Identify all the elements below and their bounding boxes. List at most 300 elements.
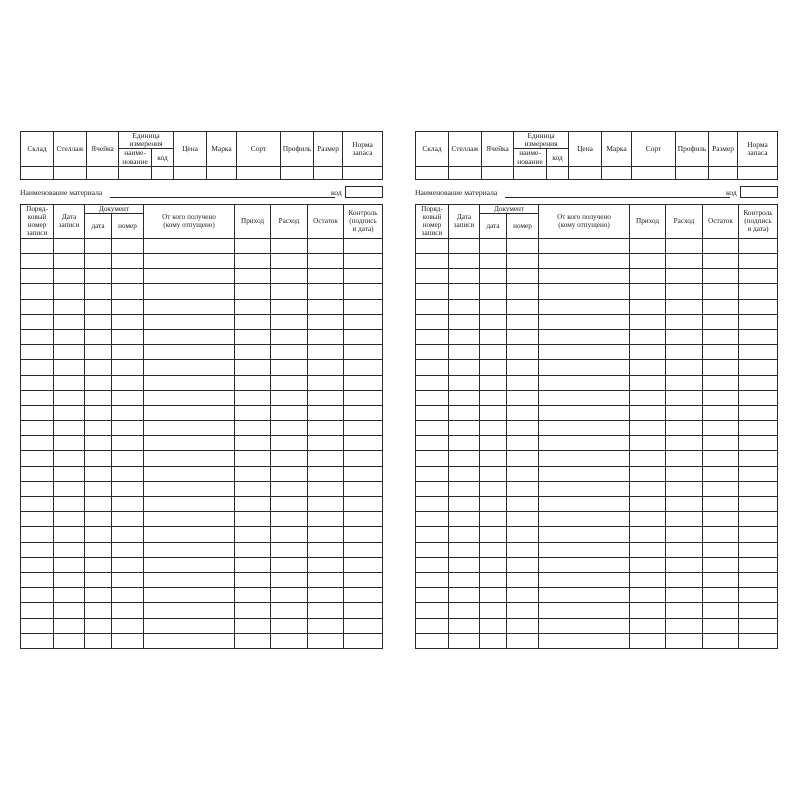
ledger-cell[interactable]: [85, 299, 112, 314]
ledger-cell[interactable]: [703, 512, 739, 527]
ledger-cell[interactable]: [666, 542, 703, 557]
ledger-cell[interactable]: [144, 390, 235, 405]
ledger-cell[interactable]: [507, 633, 539, 648]
ledger-cell[interactable]: [630, 603, 666, 618]
ledger-cell[interactable]: [344, 405, 383, 420]
ledger-cell[interactable]: [449, 284, 480, 299]
ledger-cell[interactable]: [480, 466, 507, 481]
ledger-cell[interactable]: [416, 527, 449, 542]
ledger-cell[interactable]: [416, 269, 449, 284]
ledger-cell[interactable]: [21, 269, 54, 284]
ledger-cell[interactable]: [85, 390, 112, 405]
ledger-cell[interactable]: [630, 421, 666, 436]
ledger-cell[interactable]: [507, 557, 539, 572]
ledger-cell[interactable]: [308, 466, 344, 481]
ledger-cell[interactable]: [703, 603, 739, 618]
ledger-cell[interactable]: [480, 345, 507, 360]
ledger-cell[interactable]: [271, 527, 308, 542]
ledger-cell[interactable]: [539, 254, 630, 269]
ledger-cell[interactable]: [235, 345, 271, 360]
ledger-cell[interactable]: [344, 436, 383, 451]
ledger-cell[interactable]: [271, 497, 308, 512]
ledger-cell[interactable]: [703, 299, 739, 314]
ledger-cell[interactable]: [144, 314, 235, 329]
ledger-cell[interactable]: [630, 345, 666, 360]
ledger-cell[interactable]: [308, 572, 344, 587]
ledger-cell[interactable]: [703, 618, 739, 633]
ledger-cell[interactable]: [739, 284, 778, 299]
ledger-cell[interactable]: [112, 269, 144, 284]
ledger-cell[interactable]: [344, 497, 383, 512]
ledger-cell[interactable]: [308, 436, 344, 451]
ledger-cell[interactable]: [449, 497, 480, 512]
ledger-cell[interactable]: [630, 557, 666, 572]
ledger-cell[interactable]: [449, 557, 480, 572]
ledger-cell[interactable]: [21, 572, 54, 587]
ledger-cell[interactable]: [112, 345, 144, 360]
ledger-cell[interactable]: [54, 254, 85, 269]
ledger-cell[interactable]: [630, 481, 666, 496]
ledger-cell[interactable]: [144, 299, 235, 314]
ledger-cell[interactable]: [449, 345, 480, 360]
ledger-cell[interactable]: [666, 375, 703, 390]
ledger-cell[interactable]: [144, 421, 235, 436]
ledger-cell[interactable]: [739, 299, 778, 314]
ledger-cell[interactable]: [416, 512, 449, 527]
material-name-field[interactable]: [505, 197, 730, 198]
ledger-cell[interactable]: [630, 436, 666, 451]
ledger-cell[interactable]: [271, 633, 308, 648]
ledger-cell[interactable]: [235, 360, 271, 375]
ledger-cell[interactable]: [416, 238, 449, 253]
ledger-cell[interactable]: [666, 603, 703, 618]
ledger-cell[interactable]: [271, 405, 308, 420]
ledger-cell[interactable]: [112, 603, 144, 618]
ledger-cell[interactable]: [703, 375, 739, 390]
ledger-cell[interactable]: [85, 329, 112, 344]
ledger-cell[interactable]: [144, 345, 235, 360]
stellazh-cell[interactable]: [449, 166, 482, 179]
ledger-cell[interactable]: [54, 390, 85, 405]
ledger-cell[interactable]: [54, 299, 85, 314]
ledger-cell[interactable]: [112, 588, 144, 603]
ledger-cell[interactable]: [739, 572, 778, 587]
ledger-cell[interactable]: [480, 360, 507, 375]
ledger-cell[interactable]: [416, 360, 449, 375]
ledger-cell[interactable]: [449, 572, 480, 587]
ledger-cell[interactable]: [739, 405, 778, 420]
ledger-cell[interactable]: [271, 436, 308, 451]
ledger-cell[interactable]: [666, 254, 703, 269]
ledger-cell[interactable]: [144, 572, 235, 587]
marka-cell[interactable]: [602, 166, 632, 179]
kod-field[interactable]: [345, 186, 383, 198]
ledger-cell[interactable]: [539, 512, 630, 527]
ledger-cell[interactable]: [507, 314, 539, 329]
ledger-cell[interactable]: [666, 421, 703, 436]
ledger-cell[interactable]: [271, 588, 308, 603]
ledger-cell[interactable]: [539, 466, 630, 481]
ledger-cell[interactable]: [449, 466, 480, 481]
ledger-cell[interactable]: [21, 345, 54, 360]
ledger-cell[interactable]: [416, 405, 449, 420]
ledger-cell[interactable]: [739, 269, 778, 284]
ledger-cell[interactable]: [539, 633, 630, 648]
ledger-cell[interactable]: [235, 603, 271, 618]
ledger-cell[interactable]: [416, 436, 449, 451]
ledger-cell[interactable]: [54, 451, 85, 466]
ledger-cell[interactable]: [507, 618, 539, 633]
ledger-cell[interactable]: [666, 527, 703, 542]
ledger-cell[interactable]: [85, 284, 112, 299]
ledger-cell[interactable]: [703, 284, 739, 299]
ledger-cell[interactable]: [703, 405, 739, 420]
ledger-cell[interactable]: [703, 345, 739, 360]
ledger-cell[interactable]: [235, 238, 271, 253]
ledger-cell[interactable]: [308, 405, 344, 420]
ledger-cell[interactable]: [271, 421, 308, 436]
ledger-cell[interactable]: [630, 588, 666, 603]
ledger-cell[interactable]: [539, 299, 630, 314]
ledger-cell[interactable]: [271, 481, 308, 496]
ledger-cell[interactable]: [344, 542, 383, 557]
ledger-cell[interactable]: [739, 527, 778, 542]
ledger-cell[interactable]: [703, 390, 739, 405]
ledger-cell[interactable]: [539, 314, 630, 329]
ledger-cell[interactable]: [308, 421, 344, 436]
ledger-cell[interactable]: [21, 481, 54, 496]
ledger-cell[interactable]: [235, 512, 271, 527]
ledger-cell[interactable]: [344, 466, 383, 481]
ledger-cell[interactable]: [480, 405, 507, 420]
ledger-cell[interactable]: [480, 269, 507, 284]
ledger-cell[interactable]: [666, 390, 703, 405]
ledger-cell[interactable]: [666, 360, 703, 375]
ledger-cell[interactable]: [271, 618, 308, 633]
naimenovanie-cell[interactable]: [119, 166, 152, 179]
ledger-cell[interactable]: [85, 360, 112, 375]
ledger-cell[interactable]: [539, 360, 630, 375]
ledger-cell[interactable]: [144, 375, 235, 390]
ledger-cell[interactable]: [539, 527, 630, 542]
ledger-cell[interactable]: [449, 527, 480, 542]
ledger-cell[interactable]: [308, 603, 344, 618]
ledger-cell[interactable]: [739, 254, 778, 269]
ledger-cell[interactable]: [21, 588, 54, 603]
sklad-cell[interactable]: [416, 166, 449, 179]
ledger-cell[interactable]: [703, 254, 739, 269]
ledger-cell[interactable]: [112, 512, 144, 527]
ledger-cell[interactable]: [344, 481, 383, 496]
razmer-cell[interactable]: [709, 166, 738, 179]
ledger-cell[interactable]: [344, 254, 383, 269]
ledger-cell[interactable]: [112, 390, 144, 405]
ledger-cell[interactable]: [507, 390, 539, 405]
ledger-cell[interactable]: [480, 588, 507, 603]
ledger-cell[interactable]: [308, 284, 344, 299]
ledger-cell[interactable]: [144, 618, 235, 633]
ledger-cell[interactable]: [85, 314, 112, 329]
ledger-cell[interactable]: [480, 542, 507, 557]
ledger-cell[interactable]: [449, 542, 480, 557]
ledger-cell[interactable]: [344, 527, 383, 542]
ledger-cell[interactable]: [630, 572, 666, 587]
cena-cell[interactable]: [569, 166, 602, 179]
marka-cell[interactable]: [207, 166, 237, 179]
ledger-cell[interactable]: [507, 481, 539, 496]
ledger-cell[interactable]: [235, 481, 271, 496]
ledger-cell[interactable]: [739, 238, 778, 253]
ledger-cell[interactable]: [54, 618, 85, 633]
ledger-cell[interactable]: [144, 557, 235, 572]
ledger-cell[interactable]: [144, 269, 235, 284]
ledger-cell[interactable]: [85, 542, 112, 557]
ledger-cell[interactable]: [666, 497, 703, 512]
ledger-cell[interactable]: [739, 481, 778, 496]
ledger-cell[interactable]: [54, 314, 85, 329]
ledger-cell[interactable]: [112, 436, 144, 451]
ledger-cell[interactable]: [507, 572, 539, 587]
ledger-cell[interactable]: [480, 314, 507, 329]
ledger-cell[interactable]: [85, 603, 112, 618]
ledger-cell[interactable]: [112, 299, 144, 314]
ledger-cell[interactable]: [507, 238, 539, 253]
cena-cell[interactable]: [174, 166, 207, 179]
ledger-cell[interactable]: [507, 436, 539, 451]
ledger-cell[interactable]: [235, 405, 271, 420]
ledger-cell[interactable]: [112, 633, 144, 648]
ledger-cell[interactable]: [344, 299, 383, 314]
ledger-cell[interactable]: [271, 375, 308, 390]
ledger-cell[interactable]: [271, 269, 308, 284]
ledger-cell[interactable]: [85, 451, 112, 466]
ledger-cell[interactable]: [507, 512, 539, 527]
ledger-cell[interactable]: [85, 436, 112, 451]
ledger-cell[interactable]: [308, 390, 344, 405]
ledger-cell[interactable]: [739, 466, 778, 481]
ledger-cell[interactable]: [144, 254, 235, 269]
ledger-cell[interactable]: [539, 405, 630, 420]
ledger-cell[interactable]: [666, 436, 703, 451]
ledger-cell[interactable]: [630, 238, 666, 253]
ledger-cell[interactable]: [480, 603, 507, 618]
ledger-cell[interactable]: [85, 557, 112, 572]
ledger-cell[interactable]: [739, 375, 778, 390]
ledger-cell[interactable]: [507, 588, 539, 603]
ledger-cell[interactable]: [449, 618, 480, 633]
ledger-cell[interactable]: [449, 299, 480, 314]
ledger-cell[interactable]: [739, 618, 778, 633]
ledger-cell[interactable]: [144, 466, 235, 481]
ledger-cell[interactable]: [739, 497, 778, 512]
ledger-cell[interactable]: [21, 542, 54, 557]
ledger-cell[interactable]: [112, 572, 144, 587]
ledger-cell[interactable]: [539, 603, 630, 618]
ledger-cell[interactable]: [308, 375, 344, 390]
ledger-cell[interactable]: [739, 360, 778, 375]
ledger-cell[interactable]: [416, 329, 449, 344]
ledger-cell[interactable]: [507, 375, 539, 390]
ledger-cell[interactable]: [507, 360, 539, 375]
ledger-cell[interactable]: [21, 466, 54, 481]
ledger-cell[interactable]: [235, 527, 271, 542]
ledger-cell[interactable]: [449, 512, 480, 527]
ledger-cell[interactable]: [480, 375, 507, 390]
ledger-cell[interactable]: [271, 466, 308, 481]
ledger-cell[interactable]: [739, 345, 778, 360]
ledger-cell[interactable]: [271, 542, 308, 557]
ledger-cell[interactable]: [480, 527, 507, 542]
ledger-cell[interactable]: [112, 254, 144, 269]
ledger-cell[interactable]: [630, 254, 666, 269]
ledger-cell[interactable]: [703, 527, 739, 542]
ledger-cell[interactable]: [344, 618, 383, 633]
ledger-cell[interactable]: [112, 466, 144, 481]
kod-field[interactable]: [740, 186, 778, 198]
ledger-cell[interactable]: [449, 360, 480, 375]
ledger-cell[interactable]: [144, 329, 235, 344]
ledger-cell[interactable]: [539, 329, 630, 344]
ledger-cell[interactable]: [449, 254, 480, 269]
ledger-cell[interactable]: [308, 633, 344, 648]
ledger-cell[interactable]: [308, 299, 344, 314]
ledger-cell[interactable]: [416, 633, 449, 648]
ledger-cell[interactable]: [539, 238, 630, 253]
ledger-cell[interactable]: [54, 405, 85, 420]
ledger-cell[interactable]: [739, 603, 778, 618]
ledger-cell[interactable]: [54, 345, 85, 360]
ledger-cell[interactable]: [507, 466, 539, 481]
ledger-cell[interactable]: [739, 633, 778, 648]
ledger-cell[interactable]: [271, 360, 308, 375]
ledger-cell[interactable]: [112, 421, 144, 436]
ledger-cell[interactable]: [21, 329, 54, 344]
ledger-cell[interactable]: [54, 329, 85, 344]
ledger-cell[interactable]: [416, 588, 449, 603]
ledger-cell[interactable]: [308, 557, 344, 572]
ledger-cell[interactable]: [703, 633, 739, 648]
ledger-cell[interactable]: [271, 345, 308, 360]
ledger-cell[interactable]: [449, 405, 480, 420]
ledger-cell[interactable]: [85, 238, 112, 253]
ledger-cell[interactable]: [630, 314, 666, 329]
ledger-cell[interactable]: [344, 633, 383, 648]
ledger-cell[interactable]: [507, 284, 539, 299]
ledger-cell[interactable]: [666, 314, 703, 329]
ledger-cell[interactable]: [480, 329, 507, 344]
ledger-cell[interactable]: [112, 542, 144, 557]
ledger-cell[interactable]: [480, 481, 507, 496]
ledger-cell[interactable]: [703, 466, 739, 481]
ledger-cell[interactable]: [344, 603, 383, 618]
ledger-cell[interactable]: [112, 405, 144, 420]
ledger-cell[interactable]: [271, 238, 308, 253]
ledger-cell[interactable]: [85, 375, 112, 390]
ledger-cell[interactable]: [630, 618, 666, 633]
ledger-cell[interactable]: [308, 254, 344, 269]
ledger-cell[interactable]: [739, 329, 778, 344]
ledger-cell[interactable]: [54, 497, 85, 512]
ledger-cell[interactable]: [271, 329, 308, 344]
ledger-cell[interactable]: [507, 451, 539, 466]
ledger-cell[interactable]: [54, 375, 85, 390]
ledger-cell[interactable]: [507, 497, 539, 512]
ledger-cell[interactable]: [54, 572, 85, 587]
ledger-cell[interactable]: [85, 633, 112, 648]
ledger-cell[interactable]: [630, 375, 666, 390]
ledger-cell[interactable]: [308, 345, 344, 360]
ledger-cell[interactable]: [449, 329, 480, 344]
ledger-cell[interactable]: [235, 314, 271, 329]
ledger-cell[interactable]: [539, 497, 630, 512]
ledger-cell[interactable]: [85, 512, 112, 527]
ledger-cell[interactable]: [21, 314, 54, 329]
ledger-cell[interactable]: [449, 436, 480, 451]
ledger-cell[interactable]: [144, 451, 235, 466]
ledger-cell[interactable]: [344, 451, 383, 466]
ledger-cell[interactable]: [703, 269, 739, 284]
kod-cell[interactable]: [547, 166, 569, 179]
ledger-cell[interactable]: [112, 284, 144, 299]
ledger-cell[interactable]: [144, 238, 235, 253]
ledger-cell[interactable]: [271, 512, 308, 527]
ledger-cell[interactable]: [112, 481, 144, 496]
sort-cell[interactable]: [237, 166, 281, 179]
ledger-cell[interactable]: [666, 451, 703, 466]
ledger-cell[interactable]: [308, 238, 344, 253]
ledger-cell[interactable]: [271, 284, 308, 299]
ledger-cell[interactable]: [449, 421, 480, 436]
ledger-cell[interactable]: [666, 466, 703, 481]
ledger-cell[interactable]: [449, 633, 480, 648]
ledger-cell[interactable]: [507, 405, 539, 420]
ledger-cell[interactable]: [703, 588, 739, 603]
ledger-cell[interactable]: [85, 405, 112, 420]
ledger-cell[interactable]: [739, 512, 778, 527]
ledger-cell[interactable]: [416, 542, 449, 557]
ledger-cell[interactable]: [666, 557, 703, 572]
ledger-cell[interactable]: [235, 451, 271, 466]
ledger-cell[interactable]: [507, 542, 539, 557]
ledger-cell[interactable]: [112, 238, 144, 253]
ledger-cell[interactable]: [666, 618, 703, 633]
ledger-cell[interactable]: [54, 360, 85, 375]
ledger-cell[interactable]: [308, 527, 344, 542]
ledger-cell[interactable]: [507, 603, 539, 618]
ledger-cell[interactable]: [507, 527, 539, 542]
ledger-cell[interactable]: [144, 481, 235, 496]
ledger-cell[interactable]: [21, 633, 54, 648]
yacheyka-cell[interactable]: [87, 166, 119, 179]
ledger-cell[interactable]: [344, 360, 383, 375]
ledger-cell[interactable]: [344, 238, 383, 253]
ledger-cell[interactable]: [630, 284, 666, 299]
ledger-cell[interactable]: [739, 542, 778, 557]
ledger-cell[interactable]: [235, 542, 271, 557]
sort-cell[interactable]: [632, 166, 676, 179]
ledger-cell[interactable]: [54, 527, 85, 542]
ledger-cell[interactable]: [630, 405, 666, 420]
ledger-cell[interactable]: [480, 421, 507, 436]
ledger-cell[interactable]: [144, 542, 235, 557]
ledger-cell[interactable]: [344, 512, 383, 527]
ledger-cell[interactable]: [21, 390, 54, 405]
ledger-cell[interactable]: [85, 497, 112, 512]
ledger-cell[interactable]: [449, 375, 480, 390]
ledger-cell[interactable]: [539, 284, 630, 299]
ledger-cell[interactable]: [703, 329, 739, 344]
ledger-cell[interactable]: [235, 390, 271, 405]
